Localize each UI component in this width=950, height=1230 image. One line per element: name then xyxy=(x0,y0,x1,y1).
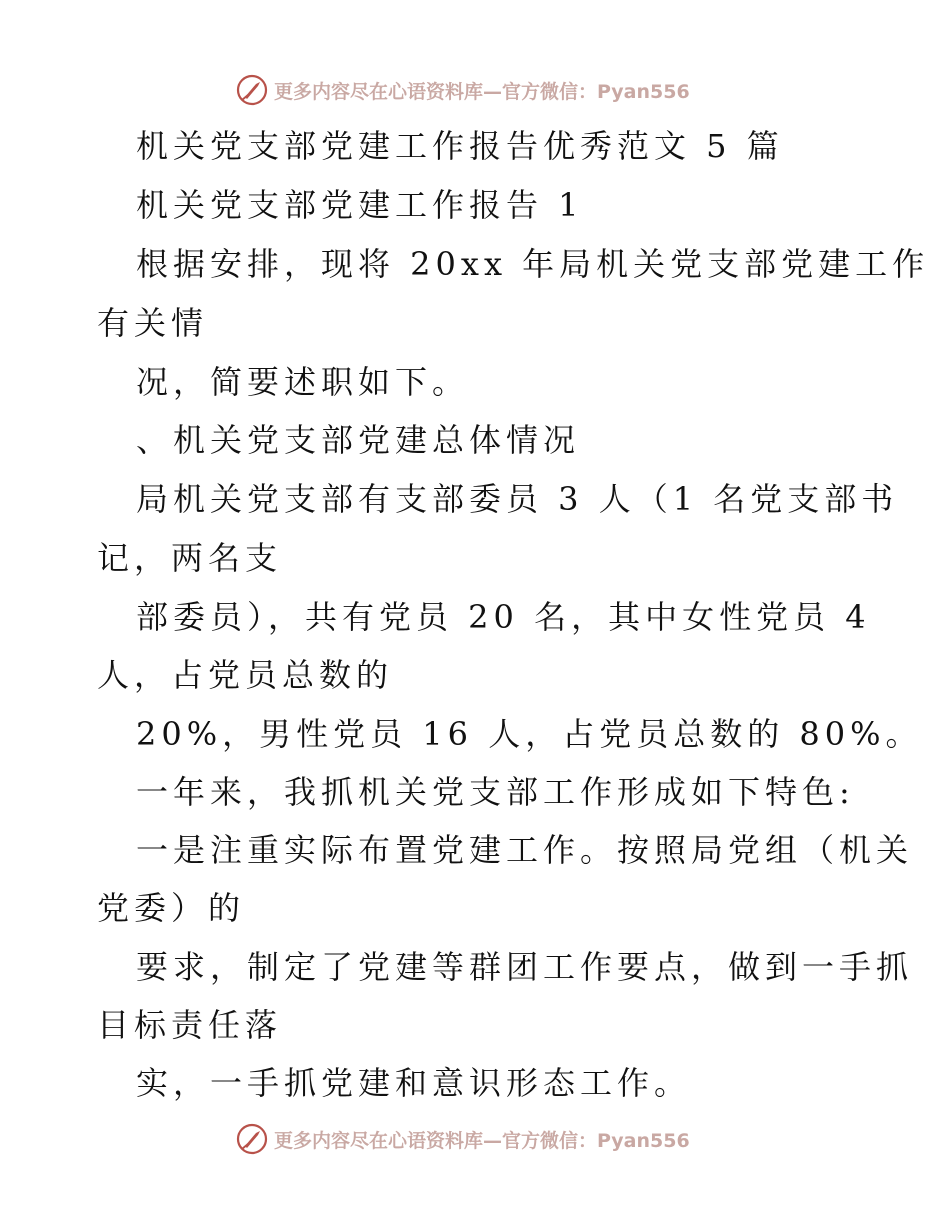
paragraph-line: 一年来，我抓机关党支部工作形成如下特色: xyxy=(136,773,855,811)
paragraph-line: 况，简要述职如下。 xyxy=(136,363,470,401)
paragraph-line: 有关情 xyxy=(97,304,209,342)
paragraph-line: 记，两名支 xyxy=(97,539,283,577)
paragraph-line: 人，占党员总数的 xyxy=(97,656,394,694)
paragraph-line: 根据安排，现将 20xx 年局机关党支部党建工作 xyxy=(136,245,930,283)
paragraph-line: 党委）的 xyxy=(97,889,246,927)
watermark-text: 更多内容尽在心语资料库—官方微信：Pyan556 xyxy=(274,1129,690,1152)
paragraph-line: 目标责任落 xyxy=(97,1006,283,1044)
quill-logo-icon xyxy=(236,1123,268,1155)
paragraph-line: 要求，制定了党建等群团工作要点，做到一手抓 xyxy=(136,948,914,986)
paragraph-line: 一是注重实际布置党建工作。按照局党组（机关 xyxy=(136,831,914,869)
paragraph-line: 局机关党支部有支部委员 3 人（1 名党支部书 xyxy=(136,480,899,518)
document-title: 机关党支部党建工作报告优秀范文 5 篇 xyxy=(136,127,784,165)
paragraph-line: 20%，男性党员 16 人，占党员总数的 80%。 xyxy=(136,715,923,753)
section-heading: 机关党支部党建工作报告 1 xyxy=(136,186,584,224)
paragraph-line: 部委员），共有党员 20 名，其中女性党员 4 xyxy=(136,598,871,636)
watermark-footer xyxy=(236,1122,690,1156)
subsection-heading: 、机关党支部党建总体情况 xyxy=(136,421,581,459)
paragraph-line: 实，一手抓党建和意识形态工作。 xyxy=(136,1064,692,1102)
watermark-text: 更多内容尽在心语资料库—官方微信：Pyan556 xyxy=(274,80,690,103)
